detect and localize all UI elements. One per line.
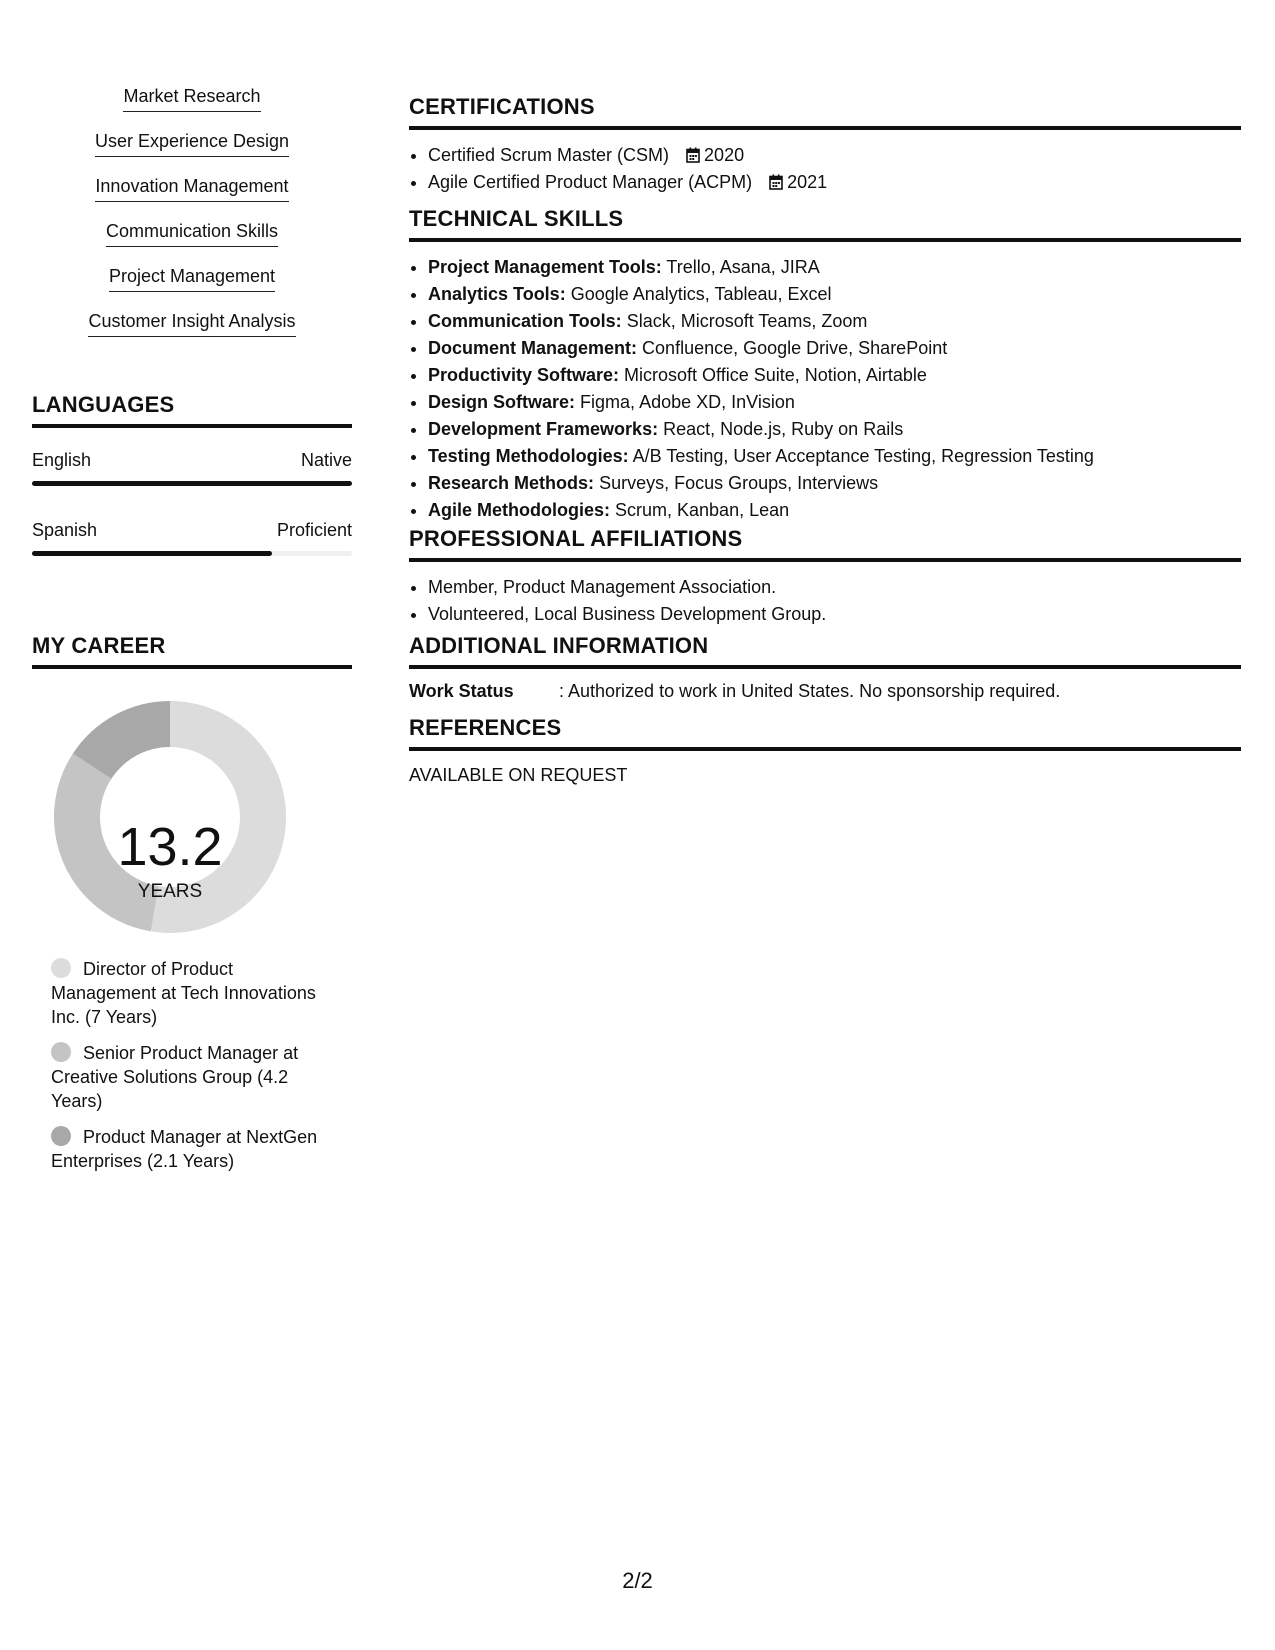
additional-info-section: [409, 633, 1241, 702]
legend-item: Product Manager at NextGen Enterprises (2.1 Years): [51, 1127, 318, 1171]
career-years-label: YEARS: [137, 881, 203, 902]
tech-skill-item: • Productivity Software: Microsoft Office Suite, Notion, Airtable: [428, 362, 1241, 389]
certification-year: 2020: [704, 145, 745, 165]
certification-year: 2021: [787, 172, 828, 192]
section-divider: [409, 665, 1241, 669]
calendar-icon: [686, 147, 700, 163]
tech-skill-item: • Communication Tools: Slack, Microsoft Teams, Zoom: [428, 308, 1241, 335]
technical-skills-section: [409, 206, 1241, 524]
section-divider: [32, 424, 352, 428]
work-status-value: : Authorized to work in United States. No sponsorship required.: [559, 681, 1061, 701]
certification-item: • Certified Scrum Master (CSM) 2020: [428, 142, 1241, 169]
legend-dot: [51, 1042, 71, 1062]
tech-skill-item: • Development Frameworks: React, Node.js, Ruby on Rails: [428, 416, 1241, 443]
career-total-years: 13.2: [117, 817, 223, 877]
calendar-icon: [769, 174, 783, 190]
work-status: [409, 681, 1241, 702]
career-donut: [32, 669, 352, 949]
legend-item: Senior Product Manager at Creative Solutions Group (4.2 Years): [51, 1043, 299, 1111]
legend-item: Director of Product Management at Tech Innovations Inc. (7 Years): [51, 959, 316, 1027]
language-item: [32, 450, 352, 486]
certifications-title: CERTIFICATIONS: [409, 94, 595, 119]
skill-item: Innovation Management: [32, 176, 352, 221]
section-divider: [409, 747, 1241, 751]
affiliations-list: [409, 574, 1241, 628]
languages-title: LANGUAGES: [32, 392, 175, 417]
language-bar: [32, 551, 352, 556]
technical-skills-list: [409, 254, 1241, 524]
references-title: REFERENCES: [409, 715, 562, 740]
skill-item: User Experience Design: [32, 131, 352, 176]
additional-info-title: ADDITIONAL INFORMATION: [409, 633, 709, 658]
tech-skill-item: • Design Software: Figma, Adobe XD, InVision: [428, 389, 1241, 416]
skill-item: Market Research: [32, 86, 352, 131]
page-number: 2/2: [622, 1568, 653, 1593]
affiliations-section: [409, 526, 1241, 628]
certification-item: • Agile Certified Product Manager (ACPM) 2021: [428, 169, 1241, 196]
references-section: [409, 715, 1241, 786]
skill-item: Project Management: [32, 266, 352, 311]
language-bar-fill: [32, 481, 352, 486]
language-bar-fill: [32, 551, 272, 556]
affiliation-item: • Member, Product Management Association.: [428, 574, 1241, 601]
language-name: Spanish: [32, 520, 98, 540]
tech-skill-item: • Document Management: Confluence, Google Drive, SharePoint: [428, 335, 1241, 362]
certifications-list: [409, 142, 1241, 196]
work-status-label: Work Status: [409, 681, 514, 701]
skills-list: [32, 86, 352, 356]
language-bar: [32, 481, 352, 486]
career-legend: [32, 957, 341, 1173]
tech-skill-item: • Agile Methodologies: Scrum, Kanban, Lean: [428, 497, 1241, 524]
certifications-section: [409, 94, 1241, 196]
section-divider: [409, 126, 1241, 130]
career-title: MY CAREER: [32, 633, 166, 658]
references-text: AVAILABLE ON REQUEST: [409, 765, 628, 785]
tech-skill-item: • Analytics Tools: Google Analytics, Tableau, Excel: [428, 281, 1241, 308]
legend-dot: [51, 1126, 71, 1146]
language-level: Proficient: [276, 520, 352, 540]
tech-skill-item: • Project Management Tools: Trello, Asana, JIRA: [428, 254, 1241, 281]
skill-item: Customer Insight Analysis: [32, 311, 352, 356]
language-item: [32, 520, 352, 556]
language-level: Native: [300, 450, 352, 470]
career-section: [32, 633, 352, 1185]
language-name: English: [32, 450, 92, 470]
career-donut-chart: [32, 669, 352, 949]
affiliation-item: • Volunteered, Local Business Development Group.: [428, 601, 1241, 628]
skill-item: Communication Skills: [32, 221, 352, 266]
affiliations-title: PROFESSIONAL AFFILIATIONS: [409, 526, 743, 551]
languages-section: [32, 392, 352, 556]
tech-skill-item: • Testing Methodologies: A/B Testing, User Acceptance Testing, Regression Testing: [428, 443, 1241, 470]
section-divider: [409, 558, 1241, 562]
tech-skill-item: • Research Methods: Surveys, Focus Groups, Interviews: [428, 470, 1241, 497]
technical-skills-title: TECHNICAL SKILLS: [409, 206, 624, 231]
legend-dot: [51, 958, 71, 978]
section-divider: [409, 238, 1241, 242]
